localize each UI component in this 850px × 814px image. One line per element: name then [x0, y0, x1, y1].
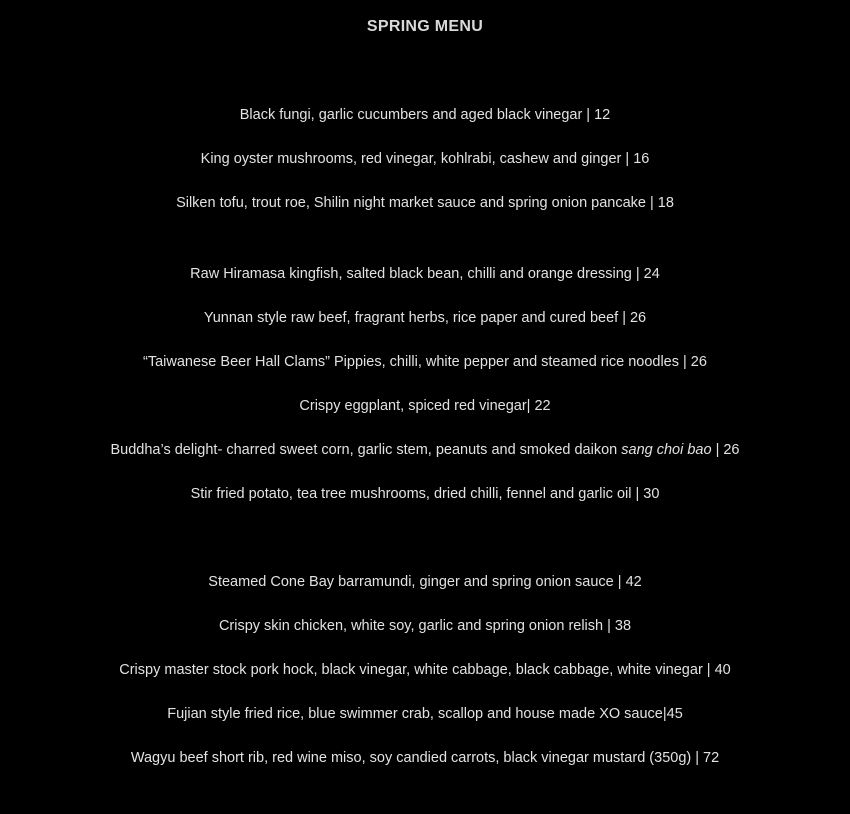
menu-item-text: Silken tofu, trout roe, Shilin night market sauce and spring onion pancake | 18 [176, 195, 674, 211]
menu-item [0, 149, 850, 169]
menu-item-text-italic: sang choi bao [621, 442, 712, 458]
menu-item [0, 440, 850, 460]
menu-item-text: Crispy eggplant, spiced red vinegar| 22 [299, 398, 551, 414]
menu-item [0, 704, 850, 724]
menu-item [0, 193, 850, 213]
menu-item [0, 748, 850, 768]
menu-item-text: Crispy skin chicken, white soy, garlic and spring onion relish | 38 [218, 618, 632, 634]
menu-item-text: Stir fried potato, tea tree mushrooms, dried chilli, fennel and garlic oil | 30 [190, 486, 660, 502]
menu-item [0, 352, 850, 372]
menu-item-price: | 26 [711, 442, 740, 458]
menu-item-text: King oyster mushrooms, red vinegar, kohlrabi, cashew and ginger | 16 [200, 151, 650, 167]
menu-item-text: Crispy master stock pork hock, black vinegar, white cabbage, black cabbage, white vinegar | 40 [119, 662, 731, 678]
menu-item [0, 660, 850, 680]
menu-item [0, 616, 850, 636]
menu-item-text: Raw Hiramasa kingfish, salted black bean, chilli and orange dressing | 24 [190, 266, 660, 282]
menu-title: SPRING MENU [366, 18, 484, 35]
menu-item-text: Fujian style fried rice, blue swimmer crab, scallop and house made XO sauce|45 [167, 706, 683, 722]
menu-item [0, 264, 850, 284]
menu-item [0, 396, 850, 416]
menu-item-text: Yunnan style raw beef, fragrant herbs, rice paper and cured beef | 26 [203, 310, 647, 326]
menu-item [0, 572, 850, 592]
menu-item [0, 105, 850, 125]
menu-item [0, 308, 850, 328]
menu-item-text: Steamed Cone Bay barramundi, ginger and spring onion sauce | 42 [208, 574, 642, 590]
menu-item-text: Wagyu beef short rib, red wine miso, soy candied carrots, black vinegar mustard (350g) | 72 [130, 750, 720, 766]
menu-item [0, 484, 850, 504]
menu-item-text-before: Buddha’s delight- charred sweet corn, garlic stem, peanuts and smoked daikon [110, 442, 622, 458]
menu-item-text: Black fungi, garlic cucumbers and aged black vinegar | 12 [239, 107, 611, 123]
menu-item-text: “Taiwanese Beer Hall Clams” Pippies, chilli, white pepper and steamed rice noodles | 26 [143, 354, 707, 370]
